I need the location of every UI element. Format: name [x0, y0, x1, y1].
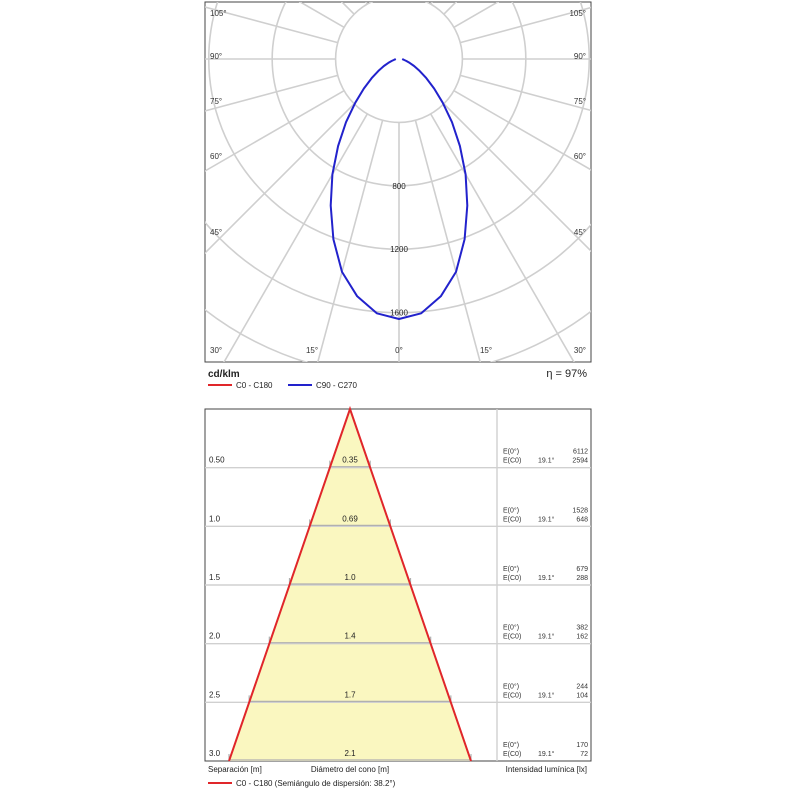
e0-label: E(0°): [503, 448, 520, 456]
e0-label: E(0°): [503, 507, 520, 515]
diameter-value: 2.1: [344, 749, 356, 759]
ec0-angle: 19.1°: [538, 633, 555, 641]
angle-label-left: 90°: [210, 52, 223, 61]
ec0-angle: 19.1°: [538, 692, 555, 700]
ec0-value: 288: [576, 575, 588, 583]
col-separation-label: Separación [m]: [208, 765, 262, 774]
col-diameter-label: Diámetro del cono [m]: [310, 765, 390, 774]
angle-label-right: 90°: [573, 52, 586, 61]
diameter-value: 0.35: [342, 455, 358, 465]
e0-value: 170: [576, 742, 588, 750]
ec0-angle: 19.1°: [538, 751, 555, 759]
separation-value: 1.0: [209, 514, 221, 524]
separation-value: 0.50: [209, 455, 225, 465]
e0-label: E(0°): [503, 566, 520, 574]
ring-tick-label: 1600: [390, 308, 408, 318]
diameter-value: 1.0: [344, 573, 356, 583]
efficiency-label: η = 97%: [546, 368, 587, 380]
angle-label-right: 45°: [573, 228, 586, 237]
cone-diagram: [205, 409, 591, 788]
diameter-value: 0.69: [342, 514, 358, 524]
angle-label-left: 75°: [210, 97, 223, 106]
separation-value: 1.5: [209, 573, 221, 583]
angle-label-left: 30°: [210, 346, 223, 355]
angle-label-left: 60°: [210, 152, 223, 161]
ec0-value: 72: [580, 751, 588, 759]
ec0-value: 648: [576, 516, 588, 524]
e0-label: E(0°): [503, 742, 520, 750]
separation-value: 2.5: [209, 690, 221, 700]
col-illuminance-label: Intensidad lumínica [lx]: [505, 765, 587, 774]
polar-legend: [208, 381, 357, 390]
ec0-angle: 19.1°: [538, 516, 555, 524]
polar-units-label: cd/klm: [208, 369, 240, 380]
separation-value: 2.0: [209, 631, 221, 641]
ec0-angle: 19.1°: [538, 575, 555, 583]
ec0-label: E(C0): [503, 751, 522, 759]
ec0-value: 104: [576, 692, 588, 700]
angle-label-left: 105°: [210, 9, 227, 18]
diameter-value: 1.7: [344, 690, 356, 700]
angle-label-bottom: 0°: [395, 346, 403, 355]
separation-value: 3.0: [209, 749, 221, 759]
angle-label-right: 75°: [573, 97, 586, 106]
ec0-value: 162: [576, 633, 588, 641]
ec0-label: E(C0): [503, 633, 522, 641]
angle-label-right: 30°: [573, 346, 586, 355]
legend-c0-label: C0 - C180: [236, 381, 273, 390]
ec0-value: 2594: [572, 457, 588, 465]
angle-label-bottom: 15°: [479, 346, 493, 355]
angle-label-bottom: 15°: [305, 346, 319, 355]
angle-label-right: 105°: [569, 9, 586, 18]
e0-value: 382: [576, 624, 588, 632]
ring-tick-label: 1200: [390, 245, 408, 255]
e0-value: 679: [576, 566, 588, 574]
ec0-label: E(C0): [503, 516, 522, 524]
e0-value: 244: [576, 683, 588, 691]
cone-legend-label: C0 - C180 (Semiángulo de dispersión: 38.2°): [236, 779, 396, 788]
ring-tick-label: 800: [392, 181, 406, 191]
angle-label-right: 60°: [573, 152, 586, 161]
ec0-label: E(C0): [503, 692, 522, 700]
e0-label: E(0°): [503, 624, 520, 632]
angle-label-left: 45°: [210, 228, 223, 237]
ec0-label: E(C0): [503, 575, 522, 583]
e0-value: 6112: [572, 448, 588, 456]
e0-label: E(0°): [503, 683, 520, 691]
ec0-label: E(C0): [503, 457, 522, 465]
legend-c90-label: C90 - C270: [316, 381, 357, 390]
e0-value: 1528: [572, 507, 588, 515]
ec0-angle: 19.1°: [538, 457, 555, 465]
diameter-value: 1.4: [344, 631, 356, 641]
